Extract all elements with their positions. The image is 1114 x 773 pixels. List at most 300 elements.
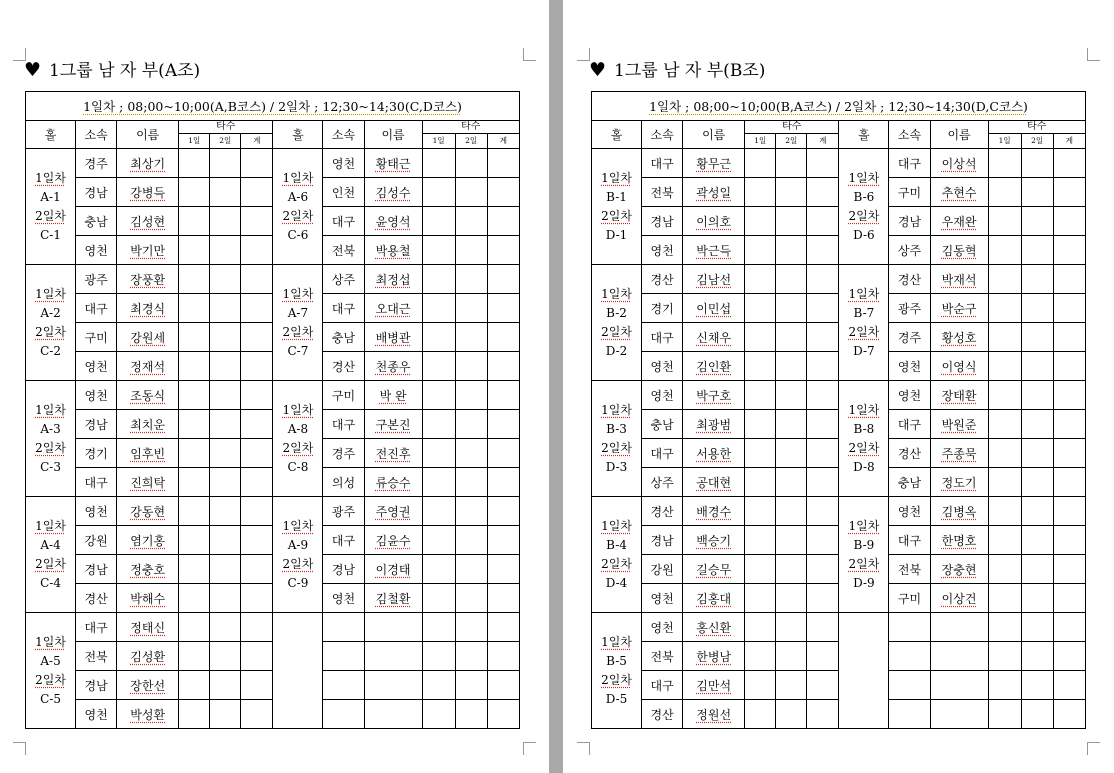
score-total-cell[interactable] bbox=[241, 497, 273, 526]
score-total-cell[interactable] bbox=[807, 410, 839, 439]
affiliation-cell: 구미 bbox=[323, 381, 364, 410]
score-total-cell[interactable] bbox=[1053, 178, 1085, 207]
player-name: 이영식 bbox=[941, 359, 977, 374]
score-day1-cell[interactable] bbox=[988, 381, 1021, 410]
player-name: 강동현 bbox=[130, 504, 166, 519]
score-day1-cell[interactable] bbox=[179, 497, 210, 526]
score-day1-cell[interactable] bbox=[422, 265, 455, 294]
score-day1-cell[interactable] bbox=[179, 613, 210, 642]
score-day2-cell[interactable] bbox=[1021, 381, 1053, 410]
score-day2-cell[interactable] bbox=[455, 410, 487, 439]
affiliation-cell: 경남 bbox=[76, 178, 117, 207]
score-day1-cell[interactable] bbox=[988, 642, 1021, 671]
score-day2-cell[interactable] bbox=[210, 671, 241, 700]
score-total-cell[interactable] bbox=[807, 236, 839, 265]
score-day2-cell[interactable] bbox=[1021, 584, 1053, 613]
score-day1-cell[interactable] bbox=[745, 642, 776, 671]
score-day2-cell[interactable] bbox=[1021, 323, 1053, 352]
score-total-cell[interactable] bbox=[1053, 265, 1085, 294]
score-total-cell[interactable] bbox=[807, 468, 839, 497]
score-total-cell[interactable] bbox=[1053, 671, 1085, 700]
player-name: 최치운 bbox=[130, 417, 166, 432]
score-total-cell[interactable] bbox=[241, 555, 273, 584]
score-total-cell[interactable] bbox=[1053, 381, 1085, 410]
score-day2-cell[interactable] bbox=[455, 526, 487, 555]
score-total-cell[interactable] bbox=[1053, 410, 1085, 439]
score-day1-cell[interactable] bbox=[988, 207, 1021, 236]
score-day1-cell[interactable] bbox=[422, 178, 455, 207]
score-day1-cell[interactable] bbox=[745, 207, 776, 236]
score-total-cell[interactable] bbox=[241, 584, 273, 613]
player-name-cell bbox=[117, 555, 179, 584]
score-day1-cell[interactable] bbox=[988, 352, 1021, 381]
score-day1-cell[interactable] bbox=[745, 236, 776, 265]
score-day2-cell[interactable] bbox=[776, 584, 807, 613]
score-day1-cell[interactable] bbox=[179, 178, 210, 207]
score-total-cell[interactable] bbox=[241, 642, 273, 671]
score-total-cell[interactable] bbox=[487, 613, 519, 642]
hole-cell bbox=[26, 613, 76, 729]
score-day2-cell[interactable] bbox=[455, 352, 487, 381]
score-day1-cell[interactable] bbox=[988, 613, 1021, 642]
score-total-cell[interactable] bbox=[241, 352, 273, 381]
player-name-cell bbox=[930, 294, 988, 323]
score-day1-cell[interactable] bbox=[179, 265, 210, 294]
score-day2-cell[interactable] bbox=[1021, 497, 1053, 526]
score-day1-cell[interactable] bbox=[422, 584, 455, 613]
score-day1-cell[interactable] bbox=[745, 700, 776, 729]
score-day1-cell[interactable] bbox=[745, 352, 776, 381]
player-name-cell bbox=[117, 584, 179, 613]
score-total-cell[interactable] bbox=[807, 497, 839, 526]
score-day1-cell[interactable] bbox=[745, 439, 776, 468]
affiliation-cell bbox=[889, 642, 930, 671]
affiliation-cell: 충남 bbox=[76, 207, 117, 236]
player-name-cell bbox=[117, 236, 179, 265]
score-day2-cell[interactable] bbox=[776, 526, 807, 555]
score-day2-cell[interactable] bbox=[1021, 207, 1053, 236]
player-name-cell bbox=[364, 526, 422, 555]
score-day1-cell[interactable] bbox=[422, 410, 455, 439]
score-day2-cell[interactable] bbox=[776, 149, 807, 178]
score-day1-cell[interactable] bbox=[422, 294, 455, 323]
score-day2-cell[interactable] bbox=[776, 642, 807, 671]
score-day2-cell[interactable] bbox=[776, 265, 807, 294]
score-day2-cell[interactable] bbox=[776, 207, 807, 236]
score-day2-cell[interactable] bbox=[210, 468, 241, 497]
score-total-cell[interactable] bbox=[1053, 439, 1085, 468]
score-day1-cell[interactable] bbox=[179, 294, 210, 323]
score-day1-cell[interactable] bbox=[179, 526, 210, 555]
score-day1-cell[interactable] bbox=[745, 149, 776, 178]
score-total-cell[interactable] bbox=[487, 236, 519, 265]
score-day1-cell[interactable] bbox=[988, 323, 1021, 352]
score-day2-cell[interactable] bbox=[455, 468, 487, 497]
score-total-cell[interactable] bbox=[487, 439, 519, 468]
affiliation-cell: 영천 bbox=[642, 236, 683, 265]
header-total: 계 bbox=[487, 134, 519, 149]
score-total-cell[interactable] bbox=[807, 555, 839, 584]
score-day2-cell[interactable] bbox=[1021, 671, 1053, 700]
affiliation-cell: 영천 bbox=[76, 381, 117, 410]
score-day2-cell[interactable] bbox=[210, 236, 241, 265]
score-total-cell[interactable] bbox=[241, 381, 273, 410]
score-day2-cell[interactable] bbox=[455, 265, 487, 294]
score-day2-cell[interactable] bbox=[1021, 555, 1053, 584]
score-total-cell[interactable] bbox=[487, 526, 519, 555]
hole-cell bbox=[273, 149, 323, 265]
score-total-cell[interactable] bbox=[807, 352, 839, 381]
score-day1-cell[interactable] bbox=[422, 323, 455, 352]
score-day1-cell[interactable] bbox=[422, 207, 455, 236]
player-name-cell bbox=[364, 468, 422, 497]
score-total-cell[interactable] bbox=[487, 207, 519, 236]
score-day1-cell[interactable] bbox=[179, 555, 210, 584]
player-row bbox=[592, 236, 1086, 265]
score-day2-cell[interactable] bbox=[210, 613, 241, 642]
score-day1-cell[interactable] bbox=[745, 265, 776, 294]
score-day2-cell[interactable] bbox=[455, 381, 487, 410]
score-total-cell[interactable] bbox=[1053, 613, 1085, 642]
column-header-row bbox=[592, 121, 1086, 134]
player-name-cell bbox=[117, 526, 179, 555]
score-day2-cell[interactable] bbox=[776, 555, 807, 584]
score-day1-cell[interactable] bbox=[988, 149, 1021, 178]
score-day2-cell[interactable] bbox=[455, 497, 487, 526]
player-row bbox=[26, 352, 520, 381]
affiliation-cell: 영천 bbox=[323, 584, 364, 613]
score-day2-cell[interactable] bbox=[1021, 149, 1053, 178]
score-day1-cell[interactable] bbox=[745, 178, 776, 207]
score-day2-cell[interactable] bbox=[776, 178, 807, 207]
score-total-cell[interactable] bbox=[807, 294, 839, 323]
score-day2-cell[interactable] bbox=[1021, 468, 1053, 497]
score-day2-cell[interactable] bbox=[210, 410, 241, 439]
header-day1: 1일 bbox=[745, 134, 776, 149]
score-day2-cell[interactable] bbox=[776, 236, 807, 265]
score-total-cell[interactable] bbox=[807, 526, 839, 555]
score-total-cell[interactable] bbox=[241, 439, 273, 468]
score-day1-cell[interactable] bbox=[422, 671, 455, 700]
player-name-cell bbox=[683, 439, 745, 468]
hole-line: 1일차 bbox=[601, 170, 632, 185]
player-row bbox=[26, 526, 520, 555]
score-day1-cell[interactable] bbox=[745, 555, 776, 584]
player-name: 김남선 bbox=[696, 272, 732, 287]
score-day2-cell[interactable] bbox=[210, 207, 241, 236]
score-total-cell[interactable] bbox=[241, 323, 273, 352]
score-day2-cell[interactable] bbox=[1021, 178, 1053, 207]
score-total-cell[interactable] bbox=[807, 178, 839, 207]
score-total-cell[interactable] bbox=[1053, 700, 1085, 729]
score-day2-cell[interactable] bbox=[210, 642, 241, 671]
score-day2-cell[interactable] bbox=[1021, 410, 1053, 439]
hole-line: 1일차 bbox=[282, 518, 314, 533]
score-day2-cell[interactable] bbox=[455, 207, 487, 236]
score-day1-cell[interactable] bbox=[422, 613, 455, 642]
score-day2-cell[interactable] bbox=[210, 323, 241, 352]
player-name: 류승수 bbox=[375, 475, 411, 490]
score-day2-cell[interactable] bbox=[776, 410, 807, 439]
score-day2-cell[interactable] bbox=[455, 584, 487, 613]
score-total-cell[interactable] bbox=[487, 178, 519, 207]
hole-cell bbox=[839, 613, 889, 729]
score-day2-cell[interactable] bbox=[455, 439, 487, 468]
score-day2-cell[interactable] bbox=[455, 178, 487, 207]
score-day1-cell[interactable] bbox=[179, 236, 210, 265]
score-total-cell[interactable] bbox=[1053, 294, 1085, 323]
score-total-cell[interactable] bbox=[487, 294, 519, 323]
score-day1-cell[interactable] bbox=[422, 439, 455, 468]
score-day2-cell[interactable] bbox=[210, 149, 241, 178]
score-day1-cell[interactable] bbox=[988, 526, 1021, 555]
score-total-cell[interactable] bbox=[241, 526, 273, 555]
score-day2-cell[interactable] bbox=[210, 555, 241, 584]
score-day1-cell[interactable] bbox=[745, 381, 776, 410]
score-day2-cell[interactable] bbox=[210, 352, 241, 381]
score-day2-cell[interactable] bbox=[1021, 526, 1053, 555]
score-total-cell[interactable] bbox=[1053, 207, 1085, 236]
score-day1-cell[interactable] bbox=[422, 468, 455, 497]
score-total-cell[interactable] bbox=[487, 410, 519, 439]
player-name-cell bbox=[117, 497, 179, 526]
score-day1-cell[interactable] bbox=[988, 700, 1021, 729]
score-total-cell[interactable] bbox=[1053, 555, 1085, 584]
score-day1-cell[interactable] bbox=[422, 526, 455, 555]
score-total-cell[interactable] bbox=[807, 642, 839, 671]
affiliation-cell: 강원 bbox=[76, 526, 117, 555]
score-day1-cell[interactable] bbox=[745, 323, 776, 352]
score-day1-cell[interactable] bbox=[179, 700, 210, 729]
score-day1-cell[interactable] bbox=[179, 352, 210, 381]
score-day2-cell[interactable] bbox=[776, 381, 807, 410]
score-total-cell[interactable] bbox=[1053, 352, 1085, 381]
score-total-cell[interactable] bbox=[241, 410, 273, 439]
score-total-cell[interactable] bbox=[1053, 497, 1085, 526]
score-day1-cell[interactable] bbox=[179, 468, 210, 497]
score-total-cell[interactable] bbox=[807, 207, 839, 236]
score-total-cell[interactable] bbox=[487, 468, 519, 497]
score-day1-cell[interactable] bbox=[179, 439, 210, 468]
score-total-cell[interactable] bbox=[241, 468, 273, 497]
score-day2-cell[interactable] bbox=[210, 526, 241, 555]
score-total-cell[interactable] bbox=[487, 149, 519, 178]
score-total-cell[interactable] bbox=[487, 584, 519, 613]
affiliation-cell: 대구 bbox=[642, 439, 683, 468]
score-day2-cell[interactable] bbox=[455, 294, 487, 323]
player-name: 박원준 bbox=[941, 417, 977, 432]
score-day1-cell[interactable] bbox=[988, 410, 1021, 439]
score-day1-cell[interactable] bbox=[179, 323, 210, 352]
score-total-cell[interactable] bbox=[1053, 236, 1085, 265]
score-total-cell[interactable] bbox=[1053, 468, 1085, 497]
score-total-cell[interactable] bbox=[241, 149, 273, 178]
score-day1-cell[interactable] bbox=[988, 671, 1021, 700]
score-total-cell[interactable] bbox=[487, 700, 519, 729]
player-name-cell bbox=[930, 700, 988, 729]
player-name-cell bbox=[364, 555, 422, 584]
score-day2-cell[interactable] bbox=[210, 497, 241, 526]
score-day1-cell[interactable] bbox=[422, 555, 455, 584]
score-day2-cell[interactable] bbox=[1021, 642, 1053, 671]
score-day1-cell[interactable] bbox=[422, 642, 455, 671]
score-day1-cell[interactable] bbox=[745, 526, 776, 555]
score-day1-cell[interactable] bbox=[179, 381, 210, 410]
schedule-table bbox=[25, 91, 520, 729]
player-name-cell bbox=[117, 381, 179, 410]
score-total-cell[interactable] bbox=[241, 207, 273, 236]
score-total-cell[interactable] bbox=[807, 323, 839, 352]
score-day1-cell[interactable] bbox=[988, 178, 1021, 207]
score-total-cell[interactable] bbox=[807, 149, 839, 178]
score-day2-cell[interactable] bbox=[210, 584, 241, 613]
score-total-cell[interactable] bbox=[241, 294, 273, 323]
player-row bbox=[26, 207, 520, 236]
score-day2-cell[interactable] bbox=[1021, 352, 1053, 381]
score-day1-cell[interactable] bbox=[179, 671, 210, 700]
score-day1-cell[interactable] bbox=[745, 294, 776, 323]
affiliation-cell: 대구 bbox=[76, 613, 117, 642]
score-total-cell[interactable] bbox=[807, 265, 839, 294]
score-day2-cell[interactable] bbox=[1021, 439, 1053, 468]
score-day1-cell[interactable] bbox=[179, 410, 210, 439]
score-day1-cell[interactable] bbox=[422, 700, 455, 729]
score-day1-cell[interactable] bbox=[745, 497, 776, 526]
score-day2-cell[interactable] bbox=[1021, 236, 1053, 265]
score-day1-cell[interactable] bbox=[988, 468, 1021, 497]
score-total-cell[interactable] bbox=[807, 584, 839, 613]
score-day2-cell[interactable] bbox=[455, 149, 487, 178]
score-day2-cell[interactable] bbox=[776, 700, 807, 729]
crop-mark-icon bbox=[1087, 48, 1100, 61]
score-day1-cell[interactable] bbox=[422, 497, 455, 526]
score-total-cell[interactable] bbox=[487, 671, 519, 700]
score-day1-cell[interactable] bbox=[179, 149, 210, 178]
score-day2-cell[interactable] bbox=[776, 613, 807, 642]
score-day1-cell[interactable] bbox=[422, 381, 455, 410]
score-day2-cell[interactable] bbox=[1021, 294, 1053, 323]
score-total-cell[interactable] bbox=[487, 352, 519, 381]
score-total-cell[interactable] bbox=[807, 700, 839, 729]
score-day1-cell[interactable] bbox=[988, 584, 1021, 613]
score-total-cell[interactable] bbox=[1053, 642, 1085, 671]
player-name: 백승기 bbox=[696, 533, 732, 548]
score-day2-cell[interactable] bbox=[210, 439, 241, 468]
player-row bbox=[592, 265, 1086, 294]
score-total-cell[interactable] bbox=[1053, 323, 1085, 352]
score-day1-cell[interactable] bbox=[422, 236, 455, 265]
score-total-cell[interactable] bbox=[1053, 149, 1085, 178]
score-total-cell[interactable] bbox=[241, 700, 273, 729]
score-total-cell[interactable] bbox=[807, 613, 839, 642]
score-total-cell[interactable] bbox=[487, 323, 519, 352]
score-total-cell[interactable] bbox=[241, 178, 273, 207]
score-day2-cell[interactable] bbox=[455, 613, 487, 642]
header-strokes: 타수 bbox=[422, 121, 519, 134]
score-day2-cell[interactable] bbox=[210, 294, 241, 323]
hole-line: 1일차 bbox=[848, 518, 880, 533]
player-name-cell bbox=[364, 178, 422, 207]
crop-mark-icon bbox=[523, 742, 536, 755]
score-day2-cell[interactable] bbox=[1021, 265, 1053, 294]
player-name: 구본진 bbox=[375, 417, 411, 432]
score-total-cell[interactable] bbox=[241, 671, 273, 700]
score-day1-cell[interactable] bbox=[745, 671, 776, 700]
score-total-cell[interactable] bbox=[807, 439, 839, 468]
player-row bbox=[26, 671, 520, 700]
score-day1-cell[interactable] bbox=[745, 410, 776, 439]
score-total-cell[interactable] bbox=[487, 497, 519, 526]
score-day2-cell[interactable] bbox=[776, 671, 807, 700]
score-day1-cell[interactable] bbox=[988, 439, 1021, 468]
score-day2-cell[interactable] bbox=[210, 178, 241, 207]
score-day2-cell[interactable] bbox=[455, 236, 487, 265]
score-day1-cell[interactable] bbox=[179, 642, 210, 671]
hole-line: 2일차 bbox=[282, 324, 314, 339]
player-name: 이민섭 bbox=[696, 301, 732, 316]
score-day1-cell[interactable] bbox=[745, 468, 776, 497]
score-day1-cell[interactable] bbox=[422, 149, 455, 178]
score-day2-cell[interactable] bbox=[455, 323, 487, 352]
score-day2-cell[interactable] bbox=[210, 265, 241, 294]
player-row bbox=[592, 526, 1086, 555]
player-name-cell bbox=[364, 642, 422, 671]
score-day2-cell[interactable] bbox=[455, 642, 487, 671]
score-day1-cell[interactable] bbox=[988, 236, 1021, 265]
score-total-cell[interactable] bbox=[487, 381, 519, 410]
score-total-cell[interactable] bbox=[241, 265, 273, 294]
score-day2-cell[interactable] bbox=[210, 381, 241, 410]
score-total-cell[interactable] bbox=[487, 265, 519, 294]
score-day1-cell[interactable] bbox=[988, 294, 1021, 323]
score-total-cell[interactable] bbox=[487, 642, 519, 671]
score-day1-cell[interactable] bbox=[745, 613, 776, 642]
score-total-cell[interactable] bbox=[241, 236, 273, 265]
score-total-cell[interactable] bbox=[807, 381, 839, 410]
score-day2-cell[interactable] bbox=[776, 323, 807, 352]
score-total-cell[interactable] bbox=[807, 671, 839, 700]
score-total-cell[interactable] bbox=[1053, 584, 1085, 613]
score-day2-cell[interactable] bbox=[776, 352, 807, 381]
score-day2-cell[interactable] bbox=[776, 439, 807, 468]
player-name-cell bbox=[117, 410, 179, 439]
score-day2-cell[interactable] bbox=[776, 497, 807, 526]
affiliation-cell: 전북 bbox=[642, 642, 683, 671]
score-day1-cell[interactable] bbox=[988, 265, 1021, 294]
affiliation-cell: 상주 bbox=[889, 236, 930, 265]
player-name-cell bbox=[930, 381, 988, 410]
score-day2-cell[interactable] bbox=[776, 294, 807, 323]
score-day1-cell[interactable] bbox=[988, 497, 1021, 526]
score-day2-cell[interactable] bbox=[455, 555, 487, 584]
score-total-cell[interactable] bbox=[1053, 526, 1085, 555]
score-day1-cell[interactable] bbox=[745, 584, 776, 613]
score-day1-cell[interactable] bbox=[422, 352, 455, 381]
section-title-text: 1그룹 남 자 부(A조) bbox=[49, 61, 201, 81]
score-day1-cell[interactable] bbox=[179, 207, 210, 236]
score-total-cell[interactable] bbox=[487, 555, 519, 584]
score-day2-cell[interactable] bbox=[1021, 700, 1053, 729]
score-day2-cell[interactable] bbox=[776, 468, 807, 497]
score-day2-cell[interactable] bbox=[455, 700, 487, 729]
score-day2-cell[interactable] bbox=[455, 671, 487, 700]
score-day1-cell[interactable] bbox=[179, 584, 210, 613]
score-total-cell[interactable] bbox=[241, 613, 273, 642]
score-day2-cell[interactable] bbox=[1021, 613, 1053, 642]
hole-cell bbox=[839, 381, 889, 497]
score-day1-cell[interactable] bbox=[988, 555, 1021, 584]
score-day2-cell[interactable] bbox=[210, 700, 241, 729]
